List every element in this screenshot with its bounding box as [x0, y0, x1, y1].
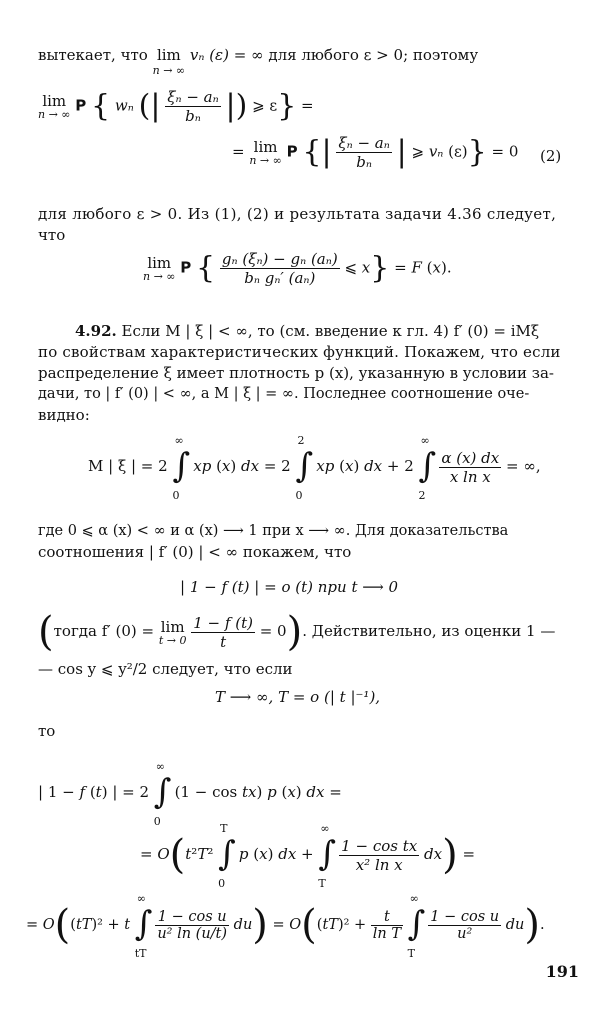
problem-paragraph-line: видно: [38, 406, 90, 424]
formula-estimate-3: = O((tT)² + t ∫ ∞ tT $\frac{\text{1 − cos u}}{\text{u² ln (u/t)}}$ du) = O((tT)² + $\frac{t}{\text{ln T}}$ ∫ ∞ T $\frac{\text{1 − cos u}}{\text{u²}}$ du). [26, 892, 545, 960]
problem-paragraph-line: 4.92. Если M | ξ | < ∞, то (см. введение к гл. 4) f′ (0) = iMξ [75, 322, 540, 340]
text-line: для любого ε > 0. Из (1), (2) и результата задачи 4.36 следует, [38, 205, 557, 223]
text-fragment: вытекает, что [38, 46, 148, 64]
text-line-togda: (тогда f′ (0) = lim t → 0 $\frac{1 - f (t)}{t}$ = 0). Действительно, из оценки 1 — [38, 609, 556, 655]
formula-little-o: | 1 − f (t) | = o (t) при t ⟶ 0 [180, 578, 399, 596]
formula-expectation-integral: M | ξ | = 2 ∫ ∞ 0 xp (x) dx = 2 ∫ 2 0 xp (x) dx + 2 ∫ ∞ 2 $\frac{\alpha (x) dx}{\text{x ln x}}$ = ∞, [88, 434, 541, 502]
formula-lim-p-wn: lim n → ∞ P { wₙ (| $\frac{\text{ξₙ − aₙ}}{\text{bₙ}}$ |) ⩾ ε} = [38, 88, 314, 125]
text-fragment: vₙ (ε) = ∞ [189, 46, 264, 64]
text-line: где 0 ⩽ α (x) < ∞ и α (x) ⟶ 1 при x ⟶ ∞. Для доказательства [38, 523, 509, 539]
text-line: то [38, 722, 56, 740]
formula-eq-2: = lim n → ∞ P {| $\frac{\text{ξₙ − aₙ}}{\text{bₙ}}$ | ⩾ vₙ (ε)} = 0 [232, 134, 519, 171]
problem-paragraph-line: дачи, то | f′ (0) | < ∞, а M | ξ | = ∞. Последнее соотношение оче- [38, 386, 530, 402]
page-number: 191 [545, 962, 579, 981]
formula-T: T ⟶ ∞, T = o (| t |⁻¹), [215, 688, 381, 706]
formula-estimate-1: | 1 − f (t) | = 2 ∫ ∞ 0 (1 − cos tx) p (x) dx = [38, 760, 342, 828]
text-fragment: для любого ε > 0; поэтому [268, 46, 479, 64]
text-line-1 [38, 46, 478, 80]
equation-number-2: (2) [540, 147, 562, 165]
text-line: что [38, 226, 66, 244]
problem-number: 4.92. [75, 322, 117, 340]
limit-operator: lim n → ∞ [152, 46, 186, 77]
text-line: соотношения | f′ (0) | < ∞ покажем, что [38, 543, 352, 561]
text-line: — cos y ⩽ y²/2 следует, что если [38, 660, 293, 678]
problem-paragraph-line: распределение ξ имеет плотность p (x), указанную в условии за- [38, 364, 554, 382]
formula-limit-distribution: lim n → ∞ P { $\frac{\text{gₙ (ξₙ) − gₙ (aₙ)}}{\text{bₙ gₙ′ (aₙ)}}$ ⩽ x} = F (x). [143, 250, 452, 287]
problem-paragraph-line: по свойствам характеристических функций. Покажем, что если [38, 343, 561, 361]
formula-estimate-2: = O(t²T² ∫ T 0 p (x) dx + ∫ ∞ T $\frac{\text{1 − cos tx}}{\text{x² ln x}}$ dx) = [140, 822, 476, 890]
